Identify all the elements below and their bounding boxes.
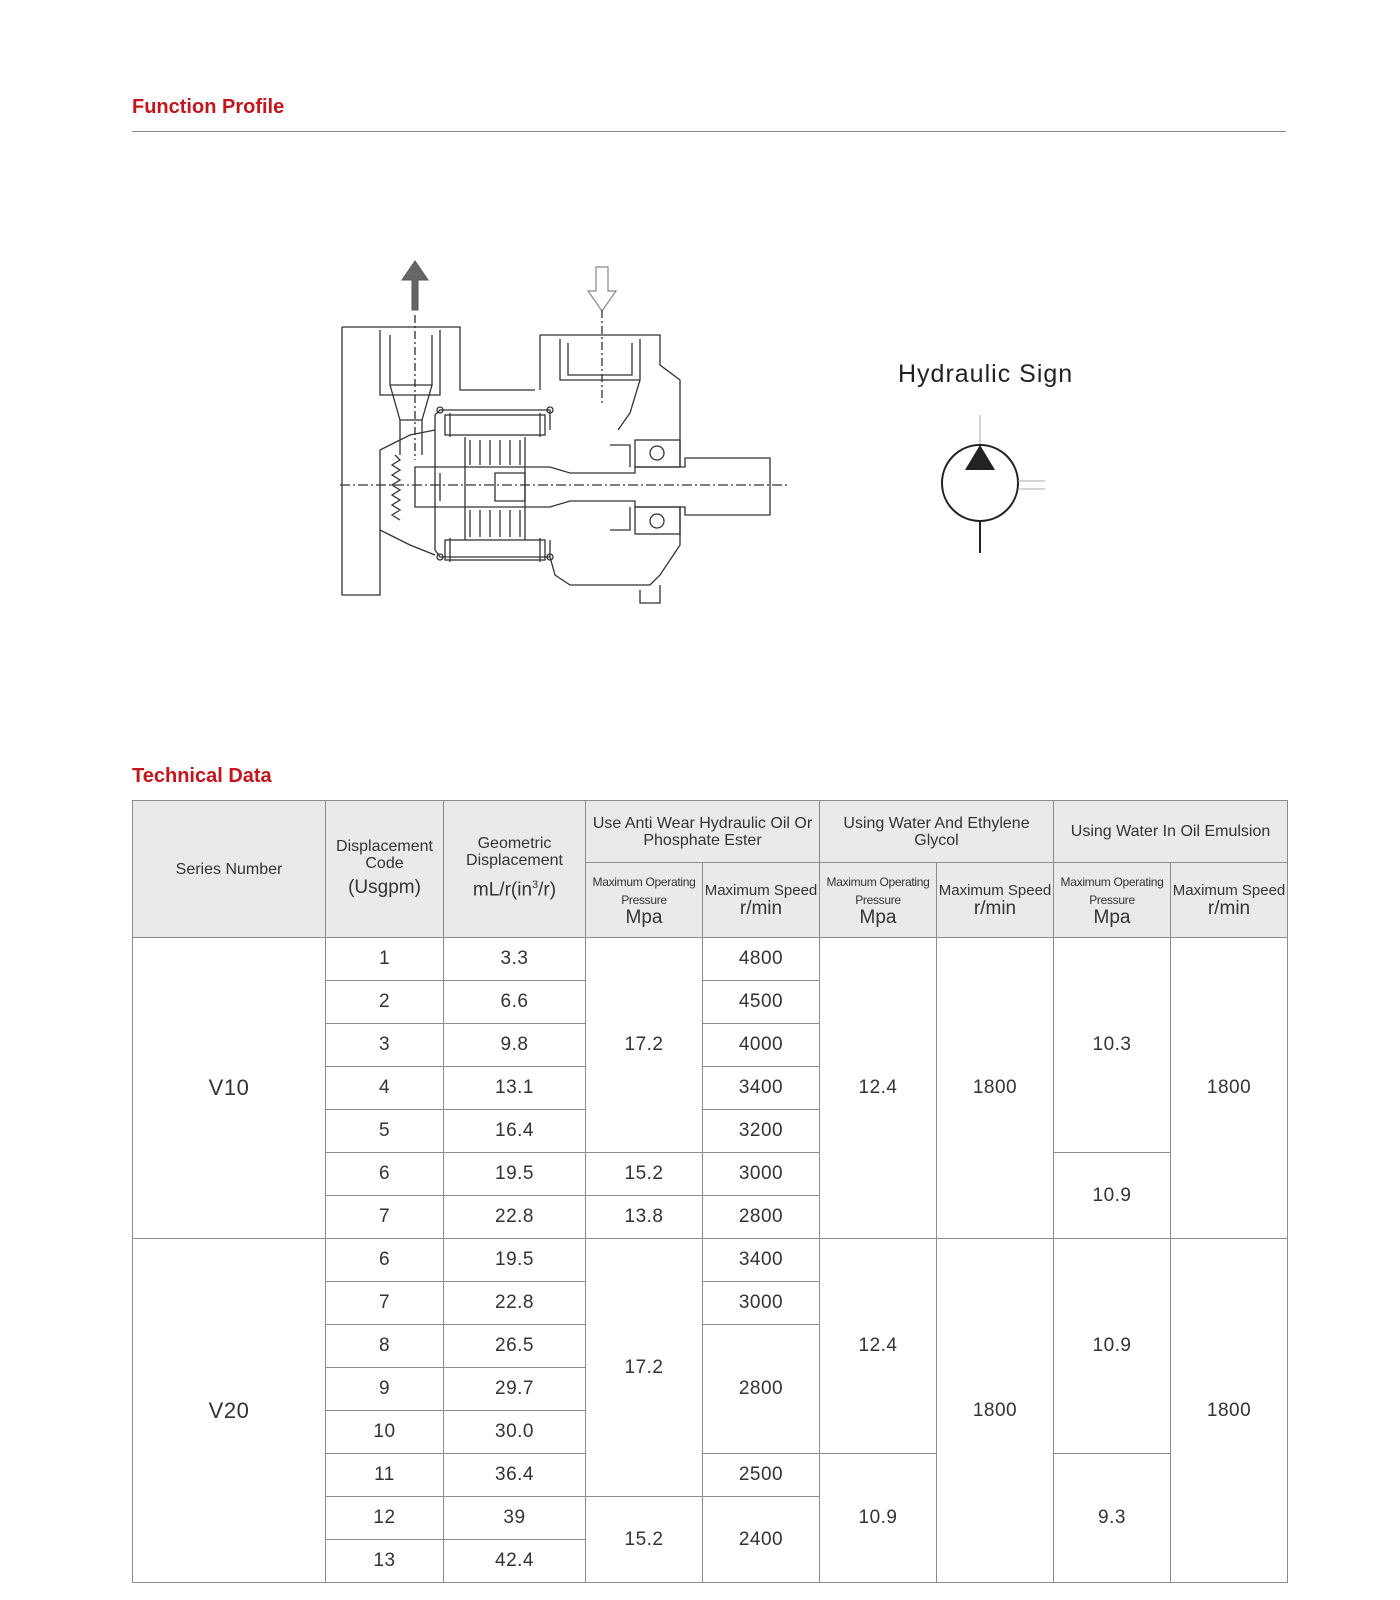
displacement-cell: 16.4	[444, 1110, 586, 1153]
aw-speed-cell: 4500	[703, 981, 820, 1024]
aw-pressure-cell: 15.2	[586, 1497, 703, 1583]
code-cell: 4	[326, 1067, 444, 1110]
header-group-anti-wear: Use Anti Wear Hydraulic Oil Or Phosphate Ester	[586, 801, 820, 863]
technical-data-table	[132, 800, 1288, 1583]
section-divider	[132, 131, 1286, 132]
function-profile-title: Function Profile	[132, 96, 285, 118]
header-wo-speed: Maximum Speed r/min	[1171, 863, 1288, 938]
wo-speed-cell: 1800	[1171, 938, 1288, 1239]
wg-speed-cell: 1800	[937, 938, 1054, 1239]
aw-speed-cell: 2500	[703, 1454, 820, 1497]
header-wg-pressure: Maximum Operating Pressure Mpa	[820, 863, 937, 938]
displacement-cell: 13.1	[444, 1067, 586, 1110]
code-cell: 13	[326, 1540, 444, 1583]
code-cell: 6	[326, 1239, 444, 1282]
hydraulic-sign-label: Hydraulic Sign	[898, 360, 1074, 388]
aw-pressure-cell: 17.2	[586, 1239, 703, 1497]
technical-data-title: Technical Data	[132, 765, 272, 787]
aw-pressure-cell: 13.8	[586, 1196, 703, 1239]
displacement-cell: 42.4	[444, 1540, 586, 1583]
header-wg-speed: Maximum Speed r/min	[937, 863, 1054, 938]
outlet-arrow-icon	[402, 261, 428, 310]
aw-speed-cell: 3400	[703, 1239, 820, 1282]
displacement-cell: 19.5	[444, 1239, 586, 1282]
header-geometric-displacement: Geometric Displacement $mL/r(in^3/r)$	[444, 801, 586, 938]
displacement-cell: 6.6	[444, 981, 586, 1024]
code-cell: 7	[326, 1282, 444, 1325]
code-cell: 10	[326, 1411, 444, 1454]
displacement-cell: 9.8	[444, 1024, 586, 1067]
header-wo-pressure: Maximum Operating Pressure Mpa	[1054, 863, 1171, 938]
aw-speed-cell: 3000	[703, 1153, 820, 1196]
header-aw-speed: Maximum Speed r/min	[703, 863, 820, 938]
displacement-cell: 3.3	[444, 938, 586, 981]
series-cell: V10	[133, 938, 326, 1239]
header-series-number: Series Number	[133, 801, 326, 938]
code-cell: 12	[326, 1497, 444, 1540]
code-cell: 8	[326, 1325, 444, 1368]
code-cell: 6	[326, 1153, 444, 1196]
header-displacement-code: Displacement Code (Usgpm)	[326, 801, 444, 938]
wo-speed-cell: 1800	[1171, 1239, 1288, 1583]
series-cell: V20	[133, 1239, 326, 1583]
code-cell: 1	[326, 938, 444, 981]
displacement-cell: 26.5	[444, 1325, 586, 1368]
aw-speed-cell: 2800	[703, 1325, 820, 1454]
displacement-cell: 30.0	[444, 1411, 586, 1454]
displacement-cell: 39	[444, 1497, 586, 1540]
wo-pressure-cell: 10.9	[1054, 1153, 1171, 1239]
wg-pressure-cell: 12.4	[820, 938, 937, 1239]
header-group-water-glycol: Using Water And Ethylene Glycol	[820, 801, 1054, 863]
aw-speed-cell: 3000	[703, 1282, 820, 1325]
aw-speed-cell: 3200	[703, 1110, 820, 1153]
displacement-cell: 29.7	[444, 1368, 586, 1411]
displacement-code-unit: (Usgpm)	[348, 877, 421, 898]
wo-pressure-cell: 10.9	[1054, 1239, 1171, 1454]
displacement-cell: 36.4	[444, 1454, 586, 1497]
code-cell: 7	[326, 1196, 444, 1239]
header-group-water-oil: Using Water In Oil Emulsion	[1054, 801, 1288, 863]
aw-speed-cell: 4000	[703, 1024, 820, 1067]
inlet-arrow-icon	[588, 267, 616, 311]
aw-pressure-cell: 15.2	[586, 1153, 703, 1196]
aw-speed-cell: 2400	[703, 1497, 820, 1583]
code-cell: 9	[326, 1368, 444, 1411]
displacement-cell: 22.8	[444, 1282, 586, 1325]
wo-pressure-cell: 10.3	[1054, 938, 1171, 1153]
header-aw-pressure: Maximum Operating Pressure Mpa	[586, 863, 703, 938]
wg-speed-cell: 1800	[937, 1239, 1054, 1583]
geometric-displacement-unit: $mL/r(in^3/r)$	[472, 879, 557, 901]
aw-speed-cell: 3400	[703, 1067, 820, 1110]
wo-pressure-cell: 9.3	[1054, 1454, 1171, 1583]
wg-pressure-cell: 10.9	[820, 1454, 937, 1583]
displacement-cell: 19.5	[444, 1153, 586, 1196]
code-cell: 3	[326, 1024, 444, 1067]
wg-pressure-cell: 12.4	[820, 1239, 937, 1454]
hydraulic-pump-symbol-icon	[935, 415, 1045, 555]
pump-cross-section-drawing	[340, 255, 810, 625]
code-cell: 11	[326, 1454, 444, 1497]
aw-speed-cell: 4800	[703, 938, 820, 981]
displacement-cell: 22.8	[444, 1196, 586, 1239]
aw-pressure-cell: 17.2	[586, 938, 703, 1153]
code-cell: 2	[326, 981, 444, 1024]
table-row	[133, 938, 1288, 981]
aw-speed-cell: 2800	[703, 1196, 820, 1239]
code-cell: 5	[326, 1110, 444, 1153]
table-row	[133, 1239, 1288, 1282]
